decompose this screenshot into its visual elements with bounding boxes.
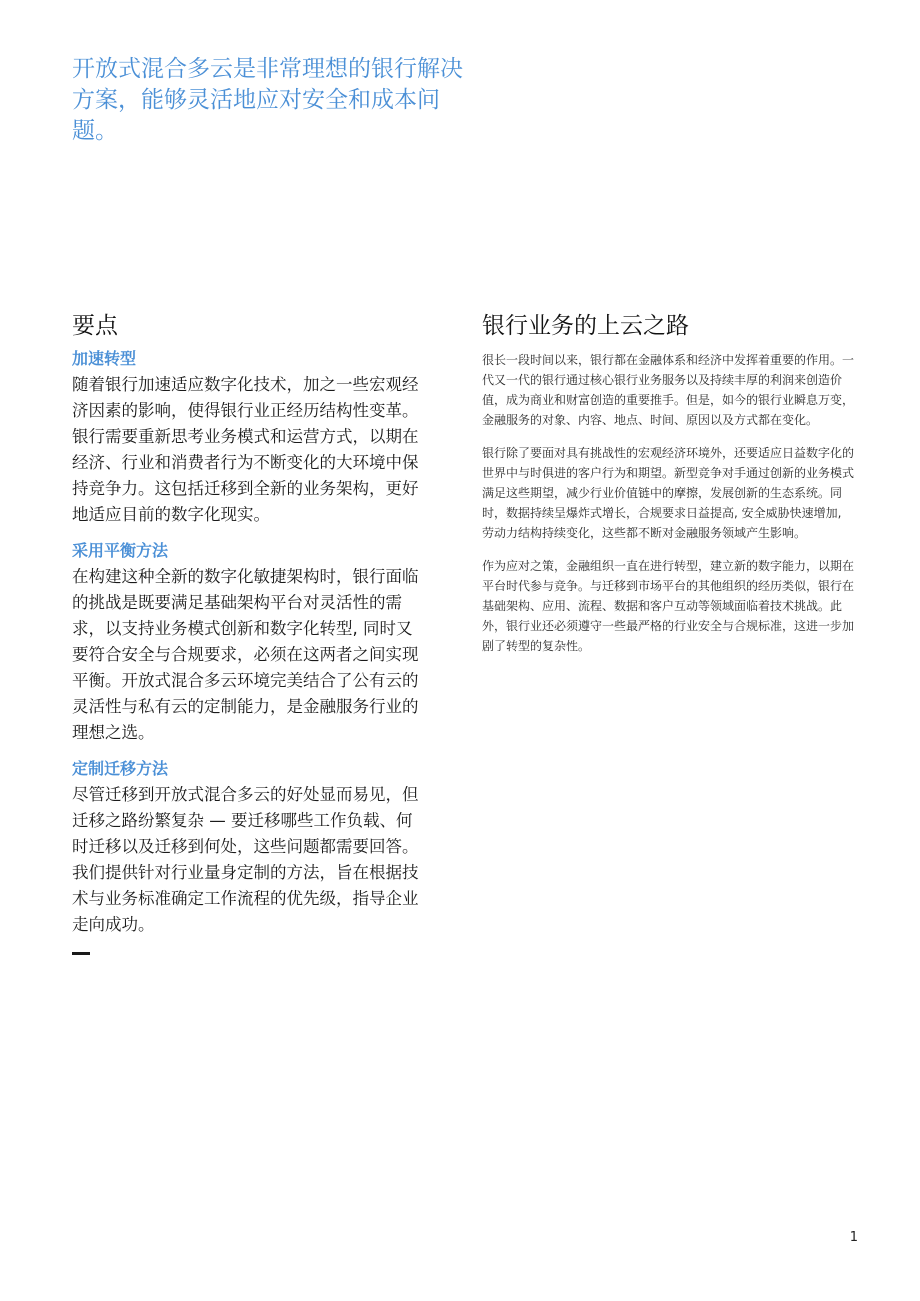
key-point-heading: 定制迁移方法 xyxy=(72,759,169,778)
key-points-column xyxy=(72,310,420,955)
key-point-section xyxy=(72,348,420,528)
pull-quote: 开放式混合多云是非常理想的银行解决方案，能够灵活地应对安全和成本问题。 xyxy=(72,56,463,144)
key-point-body: 随着银行加速适应数字化技术，加之一些宏观经济因素的影响，使得银行业正经历结构性变革。银行需要重新思考业务模式和运营方式，以期在经济、行业和消费者行为不断变化的大环境中保持竞争力。这包括迁移到全新的业务架构，更好地适应目前的数字化现实。 xyxy=(72,375,419,524)
body-paragraph: 银行除了要面对具有挑战性的宏观经济环境外，还要适应日益数字化的世界中与时俱进的客户行为和期望。新型竞争对手通过创新的业务模式满足这些期望，减少行业价值链中的摩擦，发展创新的生态系统。同时，数据持续呈爆炸式增长，合规要求日益提高, 安全威胁快速增加, 劳动力结构持续变化，这些都不断对金融服务领域产生影响。 xyxy=(482,446,855,540)
key-points-title: 要点 xyxy=(72,313,118,339)
key-point-section xyxy=(72,758,420,938)
cloud-journey-title: 银行业务的上云之路 xyxy=(482,313,689,339)
key-point-heading: 加速转型 xyxy=(72,349,137,368)
key-point-body: 尽管迁移到开放式混合多云的好处显而易见，但迁移之路纷繁复杂 — 要迁移哪些工作负载、何时迁移以及迁移到何处，这些问题都需要回答。我们提供针对行业量身定制的方法，旨在根据技术与业务标准确定工作流程的优先级，指导企业走向成功。 xyxy=(72,785,419,934)
page-number: 1 xyxy=(849,1230,858,1245)
key-point-section xyxy=(72,540,420,746)
key-point-heading: 采用平衡方法 xyxy=(72,541,169,560)
body-paragraph: 作为应对之策，金融组织一直在进行转型，建立新的数字能力，以期在平台时代参与竞争。与迁移到市场平台的其他组织的经历类似，银行在基础架构、应用、流程、数据和客户互动等领域面临着技术挑战。此外，银行业还必须遵守一些最严格的行业安全与合规标准，这进一步加剧了转型的复杂性。 xyxy=(482,559,855,653)
body-paragraph: 很长一段时间以来，银行都在金融体系和经济中发挥着重要的作用。一代又一代的银行通过核心银行业务服务以及持续丰厚的利润来创造价值，成为商业和财富创造的重要推手。但是，如今的银行业瞬息万变，金融服务的对象、内容、地点、时间、原因以及方式都在变化。 xyxy=(482,353,855,427)
cloud-journey-column xyxy=(482,310,857,669)
section-end-mark xyxy=(72,952,90,955)
key-point-body: 在构建这种全新的数字化敏捷架构时，银行面临的挑战是既要满足基础架构平台对灵活性的需求，以支持业务模式创新和数字化转型, 同时又要符合安全与合规要求，必须在这两者之间实现平衡。开放式混合多云环境完美结合了公有云的灵活性与私有云的定制能力，是金融服务行业的理想之选。 xyxy=(72,567,419,742)
